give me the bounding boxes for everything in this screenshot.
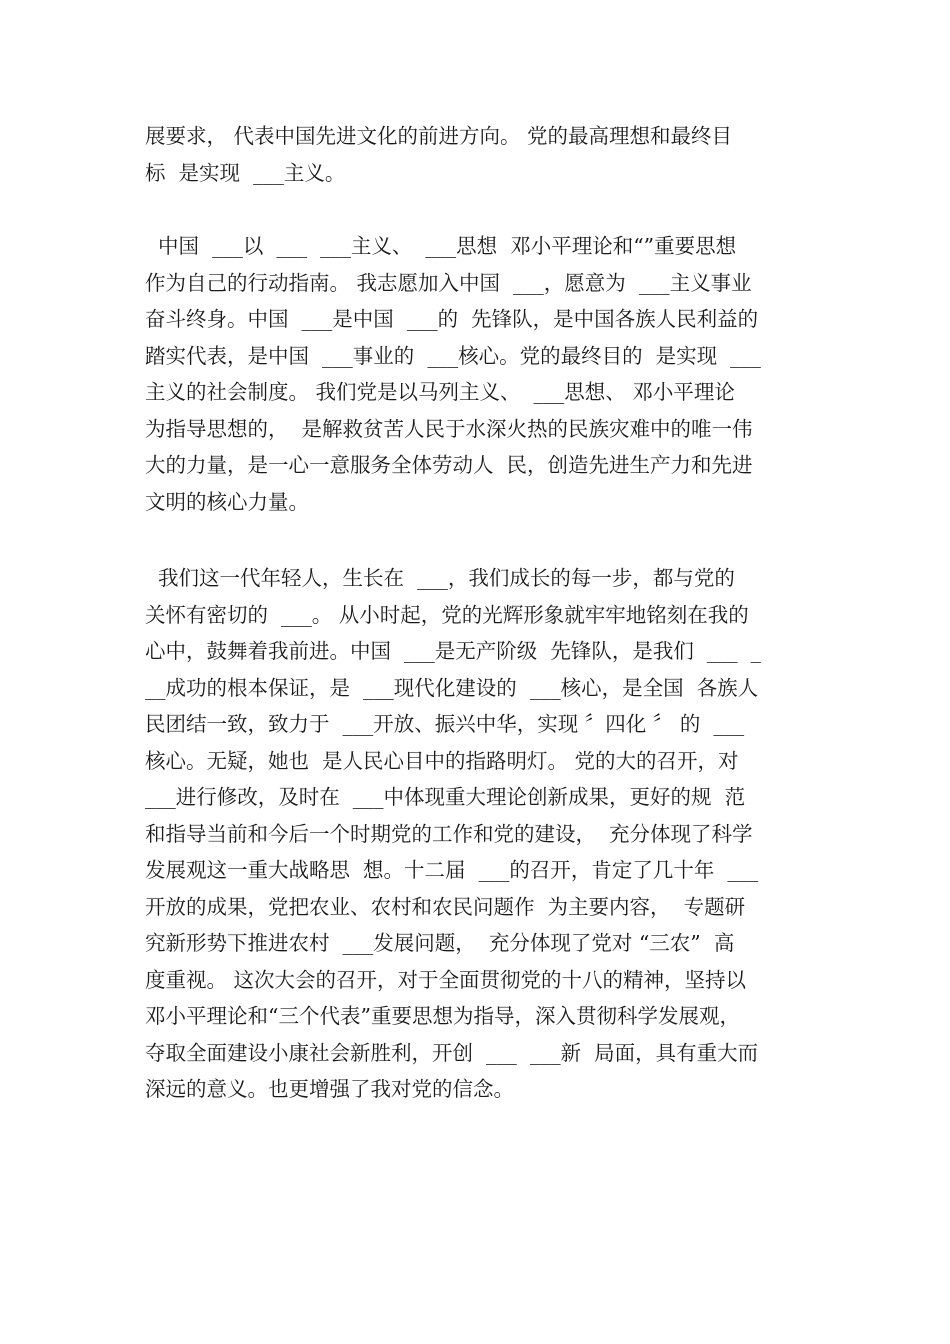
- paragraph-2: [145, 228, 815, 520]
- paragraph-line: 踏实代表，是中国 ___事业的 ___核心。党的最终目的 是实现 ___: [145, 343, 761, 368]
- paragraph-line: ___进行修改，及时在 ___中体现重大理论创新成果，更好的规 范: [145, 785, 746, 809]
- paragraph-line: 核心。无疑，她也 是人民心目中的指路明灯。 党的大的召开，对: [145, 748, 739, 773]
- paragraph-line: 发展观这一重大战略思 想。十二届 ___的召开，肯定了几十年 ___: [145, 858, 759, 882]
- paragraph-line: 邓小平理论和“三个代表”重要思想为指导，深入贯彻科学发展观，: [145, 1004, 740, 1028]
- paragraph-line: 中国 ___以 ___ ___主义、 ___思想 邓小平理论和“”重要思想: [145, 234, 737, 258]
- paragraph-line: 展要求， 代表中国先进文化的前进方向。 党的最高理想和最终目: [145, 124, 733, 148]
- paragraph-line: 文明的核心力量。: [145, 489, 309, 514]
- paragraph-line: 和指导当前和今后一个时期党的工作和党的建设， 充分体现了科学: [145, 821, 753, 846]
- paragraph-line: 夺取全面建设小康社会新胜利，开创 ___ ___新 局面，具有重大而: [145, 1040, 759, 1065]
- paragraph-line: 主义的社会制度。 我们党是以马列主义、 ___思想、 邓小平理论: [145, 380, 735, 404]
- paragraph-line: 我们这一代年轻人，生长在 ___，我们成长的每一步，都与党的: [145, 566, 735, 590]
- paragraph-line: 关怀有密切的 ___。 从小时起，党的光辉形象就牢牢地铭刻在我的: [145, 602, 749, 627]
- paragraph-line: 作为自己的行动指南。 我志愿加入中国 ___，愿意为 ___主义事业: [145, 270, 752, 295]
- paragraph-line: 究新形势下推进农村 ___发展问题， 充分体现了党对 “三农” 高: [145, 931, 735, 955]
- paragraph-3: [145, 560, 815, 1108]
- paragraph-line: 标 是实现 ___主义。: [145, 160, 346, 185]
- paragraph-line: 度重视。 这次大会的召开，对于全面贯彻党的十八的精神，坚持以: [145, 967, 747, 992]
- paragraph-line: __成功的根本保证，是 ___现代化建设的 ___核心，是全国 各族人: [145, 675, 759, 700]
- paragraph-1: [145, 118, 815, 191]
- paragraph-line: 深远的意义。也更增强了我对党的信念。: [145, 1077, 514, 1101]
- paragraph-line: 奋斗终身。中国 ___是中国 ___的 先锋队，是中国各族人民利益的: [145, 307, 759, 331]
- paragraph-line: 为指导思想的， 是解救贫苦人民于水深火热的民族灾难中的唯一伟: [145, 416, 753, 441]
- paragraph-line: 心中，鼓舞着我前进。中国 ___是无产阶级 先锋队，是我们 ___ _: [145, 639, 761, 663]
- paragraph-line: 开放的成果，党把农业、农村和农民问题作 为主要内容， 专题研: [145, 894, 746, 919]
- paragraph-line: 民团结一致，致力于 ___开放、振兴中华，实现 〞四化 〞 的 ___: [145, 712, 745, 736]
- paragraph-line: 大的力量，是一心一意服务全体劳动人 民，创造先进生产力和先进: [145, 453, 753, 477]
